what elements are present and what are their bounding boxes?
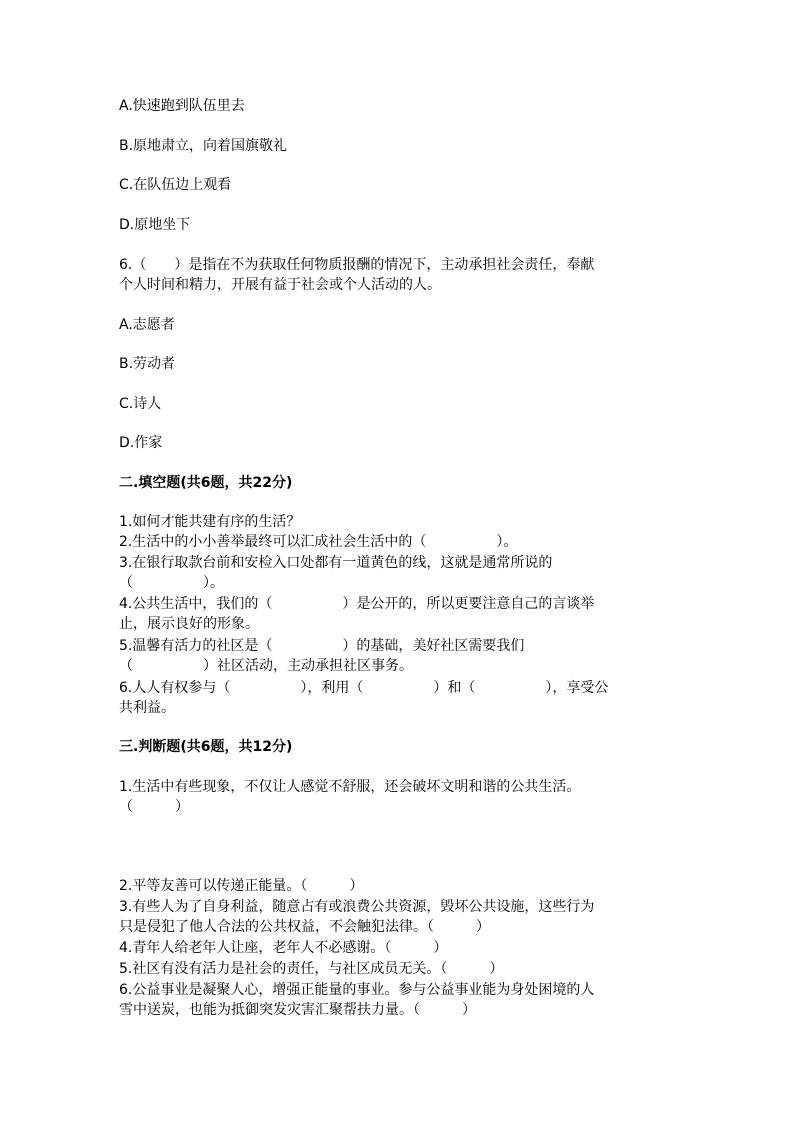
section2-line: 6.人人有权参与（ ），利用（ ）和（ ），享受公 bbox=[119, 680, 609, 696]
q5-option-b: B.原地肃立，向着国旗敬礼 bbox=[119, 138, 288, 154]
section2-line: 2.生活中的小小善举最终可以汇成社会生活中的（ ）。 bbox=[119, 534, 518, 550]
section2-line: （ ）。 bbox=[119, 575, 224, 591]
q6-option-a: A.志愿者 bbox=[119, 317, 175, 333]
section2-line: 3.在银行取款台前和安检入口处都有一道黄色的线，这就是通常所说的 bbox=[119, 555, 553, 571]
section2-title: 二.填空题(共6题，共22分) bbox=[119, 475, 293, 491]
q6-option-d: D.作家 bbox=[119, 435, 163, 451]
section2-line: 止，展示良好的形象。 bbox=[119, 616, 259, 632]
section3-q1-line2: （ ） bbox=[119, 799, 189, 815]
section2-line: 1.如何才能共建有序的生活？ bbox=[119, 514, 301, 530]
section3-line: 4.青年人给老年人让座，老年人不必感谢。（ ） bbox=[119, 940, 448, 956]
q6-stem-line2: 个人时间和精力，开展有益于社会或个人活动的人。 bbox=[119, 277, 441, 293]
section3-line: 6.公益事业是凝聚人心，增强正能量的事业。参与公益事业能为身处困境的人 bbox=[119, 982, 595, 998]
section2-line: 共利益。 bbox=[119, 700, 175, 716]
section3-title: 三.判断题(共6题，共12分) bbox=[119, 739, 293, 755]
section3-line: 雪中送炭，也能为抵御突发灾害汇聚帮扶力量。（ ） bbox=[119, 1002, 476, 1018]
section2-line: （ ）社区活动，主动承担社区事务。 bbox=[119, 658, 413, 674]
section3-line: 只是侵犯了他人合法的公共权益，不会触犯法律。（ ） bbox=[119, 919, 490, 935]
q5-option-c: C.在队伍边上观看 bbox=[119, 177, 232, 193]
section2-line: 4.公共生活中，我们的（ ）是公开的，所以更要注意自己的言谈举 bbox=[119, 596, 595, 612]
q6-option-c: C.诗人 bbox=[119, 396, 162, 412]
q5-option-a: A.快速跑到队伍里去 bbox=[119, 98, 245, 114]
section2-line: 5.温馨有活力的社区是（ ）的基础，美好社区需要我们 bbox=[119, 638, 525, 654]
section3-line: 2.平等友善可以传递正能量。（ ） bbox=[119, 878, 364, 894]
q5-option-d: D.原地坐下 bbox=[119, 217, 191, 233]
q6-stem-line1: 6.（ ）是指在不为获取任何物质报酬的情况下，主动承担社会责任，奉献 bbox=[119, 257, 595, 273]
section3-line: 3.有些人为了自身利益，随意占有或浪费公共资源，毁坏公共设施，这些行为 bbox=[119, 899, 595, 915]
section3-q1-line1: 1.生活中有些现象，不仅让人感觉不舒服，还会破坏文明和谐的公共生活。 bbox=[119, 779, 581, 795]
q6-option-b: B.劳动者 bbox=[119, 356, 176, 372]
section3-line: 5.社区有没有活力是社会的责任，与社区成员无关。（ ） bbox=[119, 961, 504, 977]
